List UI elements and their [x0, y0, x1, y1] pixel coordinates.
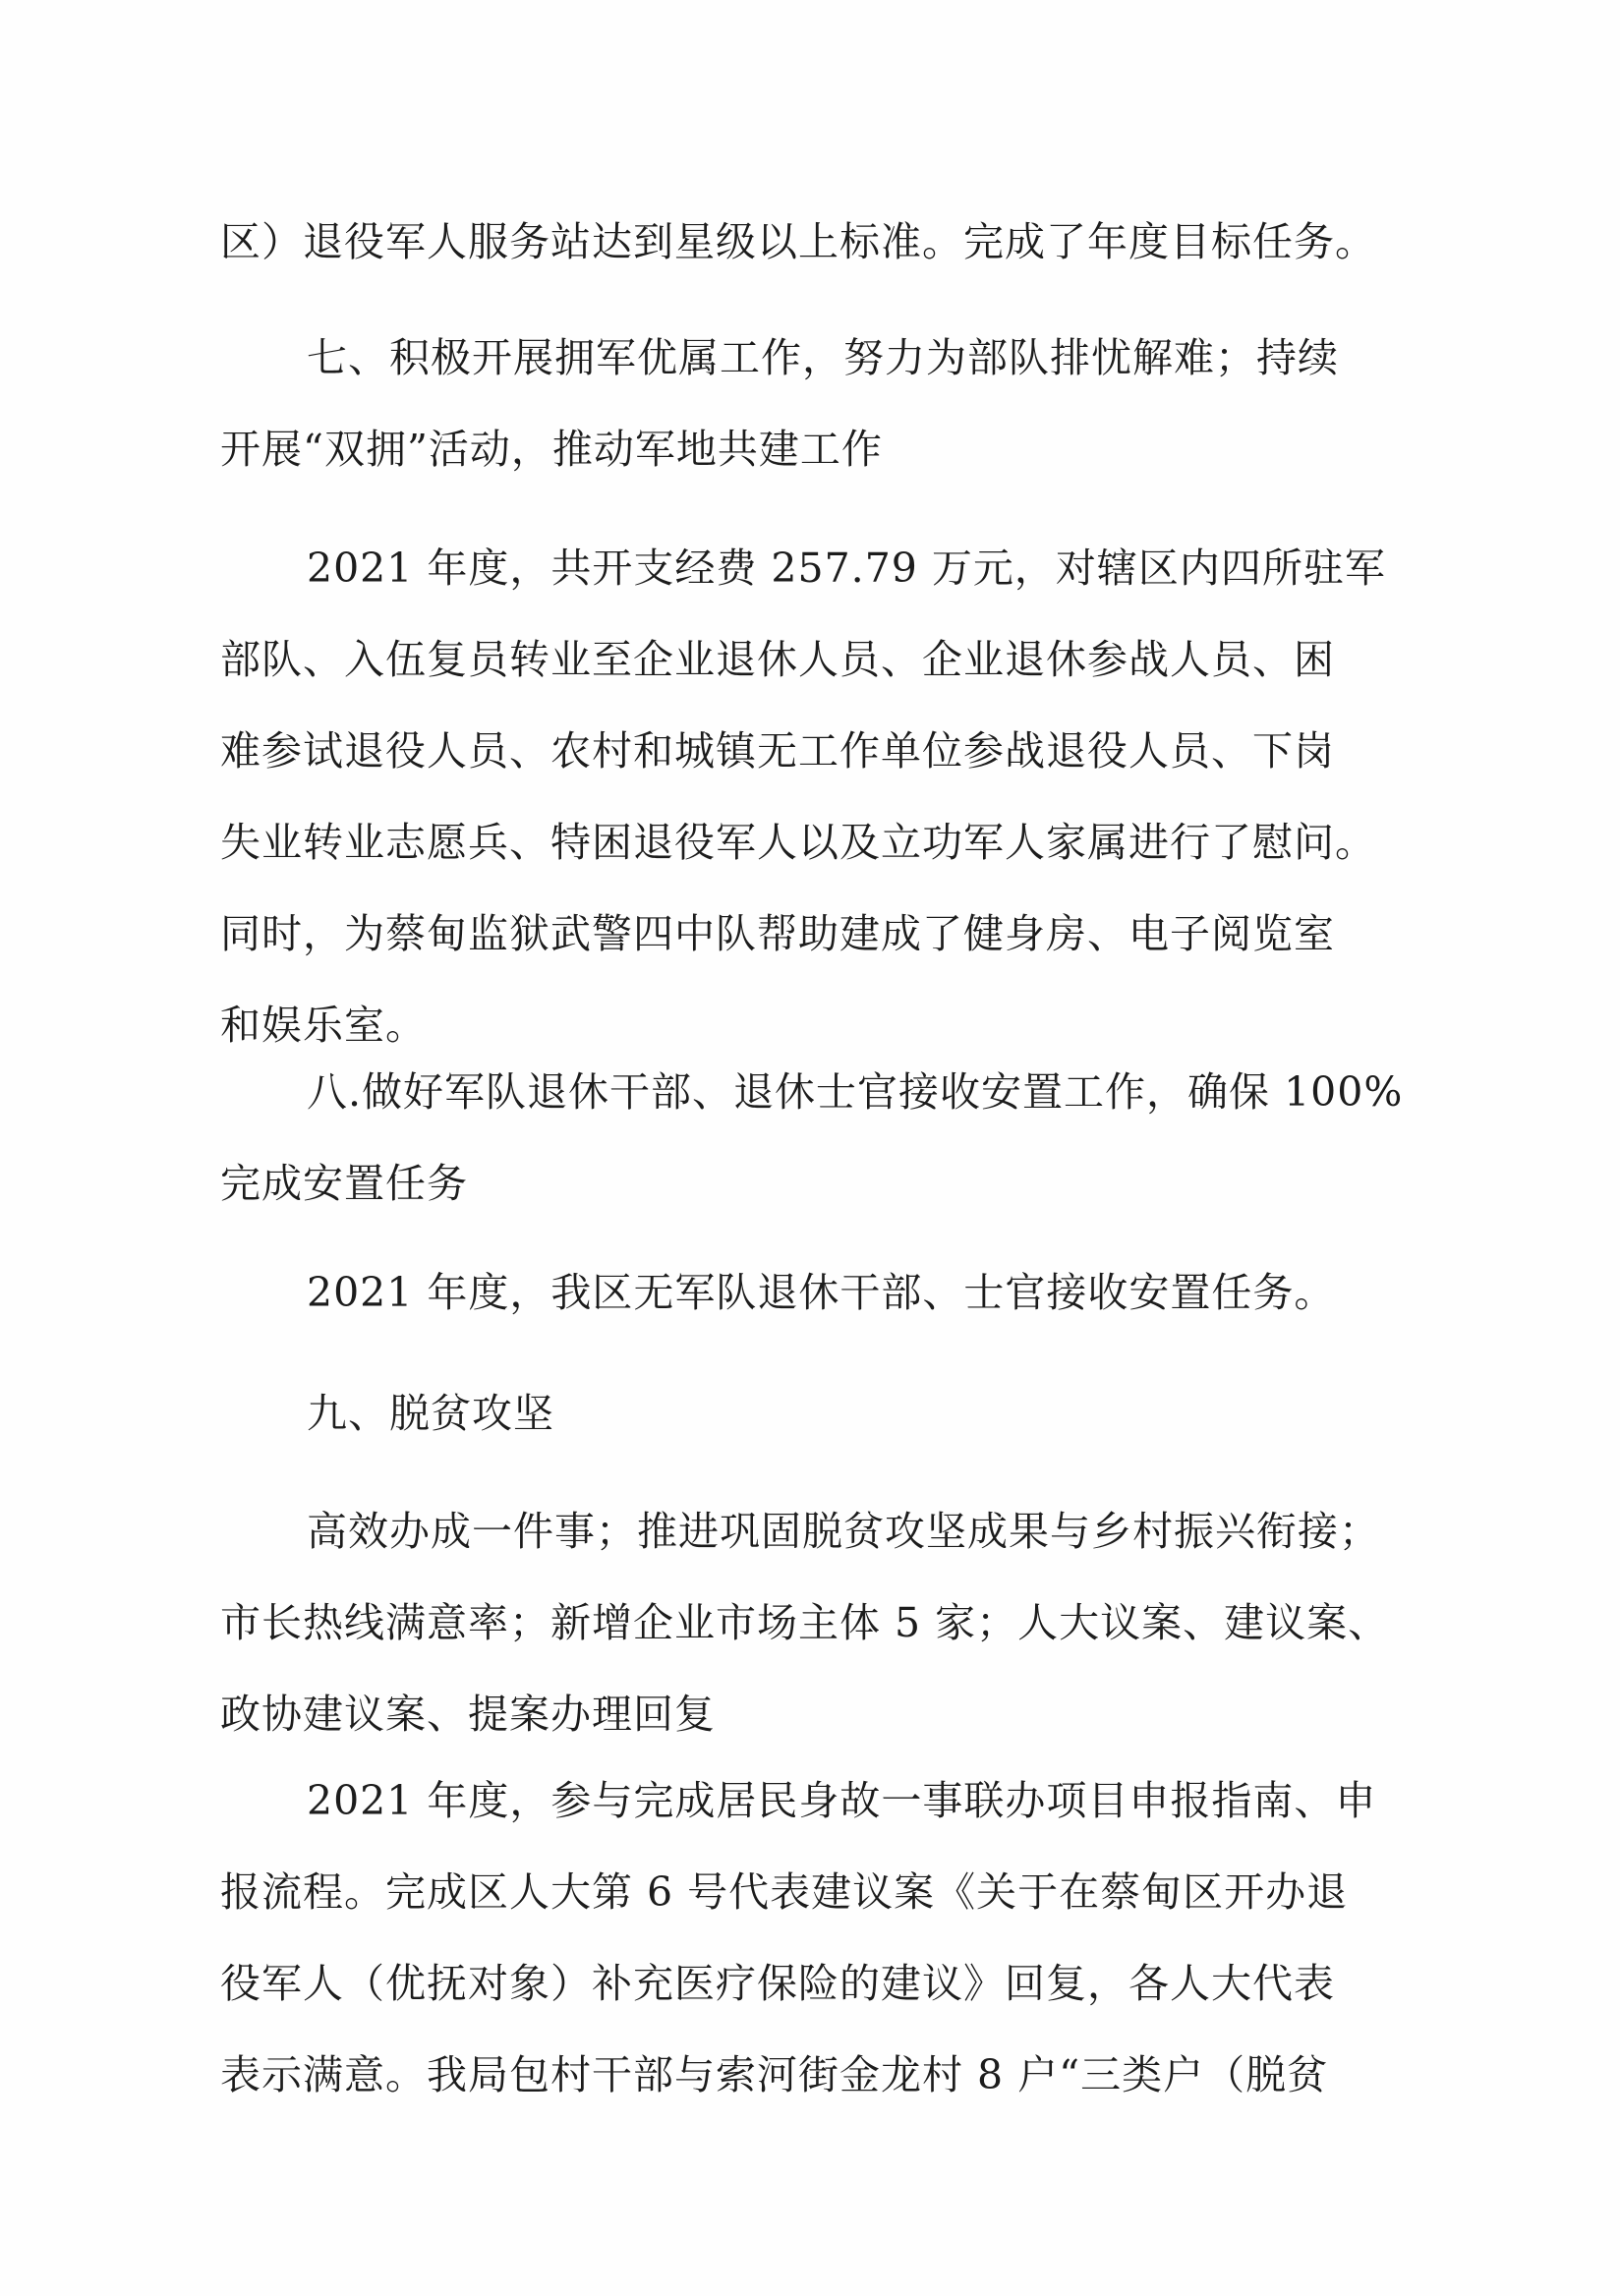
- paragraph-line: 2021 年度，共开支经费 257.79 万元，对辖区内四所驻军: [307, 545, 1386, 592]
- paragraph-0: [220, 197, 1400, 288]
- paragraph-4: [220, 1247, 1400, 1339]
- paragraph-line: 2021 年度，参与完成居民身故一事联办项目申报指南、申: [307, 1777, 1377, 1824]
- paragraph-line: 区）退役军人服务站达到星级以上标准。完成了年度目标任务。: [220, 218, 1376, 265]
- paragraph-line: 和娱乐室。: [220, 1002, 427, 1049]
- section-heading-9: [220, 1368, 1400, 1460]
- paragraph-line: 政协建议案、提案办理回复: [220, 1691, 716, 1738]
- paragraph-2: [220, 523, 1400, 1071]
- paragraph-6: [220, 1486, 1400, 1760]
- section-heading-8: [220, 1047, 1404, 1230]
- paragraph-line: 失业转业志愿兵、特困退役军人以及立功军人家属进行了慰问。: [220, 819, 1376, 866]
- paragraph-line: 九、脱贫攻坚: [307, 1390, 554, 1437]
- paragraph-line: 八.做好军队退休干部、退休士官接收安置工作，确保 100%: [307, 1068, 1404, 1116]
- paragraph-line: 难参试退役人员、农村和城镇无工作单位参战退役人员、下岗: [220, 727, 1335, 775]
- paragraph-line: 同时，为蔡甸监狱武警四中队帮助建成了健身房、电子阅览室: [220, 910, 1335, 957]
- paragraph-line: 役军人（优抚对象）补充医疗保险的建议》回复，各人大代表: [220, 1960, 1335, 2007]
- paragraph-line: 2021 年度，我区无军队退休干部、士官接收安置任务。: [307, 1269, 1336, 1316]
- paragraph-line: 七、积极开展拥军优属工作，努力为部队排忧解难；持续: [307, 334, 1339, 381]
- paragraph-line: 表示满意。我局包村干部与索河街金龙村 8 户“三类户（脱贫: [220, 2051, 1329, 2098]
- paragraph-7: [220, 1755, 1400, 2121]
- paragraph-line: 完成安置任务: [220, 1160, 468, 1207]
- section-heading-7: [220, 313, 1400, 495]
- paragraph-line: 报流程。完成区人大第 6 号代表建议案《关于在蔡甸区开办退: [220, 1868, 1349, 1916]
- paragraph-line: 高效办成一件事；推进巩固脱贫攻坚成果与乡村振兴衔接；: [307, 1508, 1380, 1555]
- paragraph-line: 开展“双拥”活动，推动军地共建工作: [220, 426, 883, 473]
- paragraph-line: 部队、入伍复员转业至企业退休人员、企业退休参战人员、困: [220, 636, 1335, 683]
- paragraph-line: 市长热线满意率；新增企业市场主体 5 家；人大议案、建议案、: [220, 1599, 1390, 1646]
